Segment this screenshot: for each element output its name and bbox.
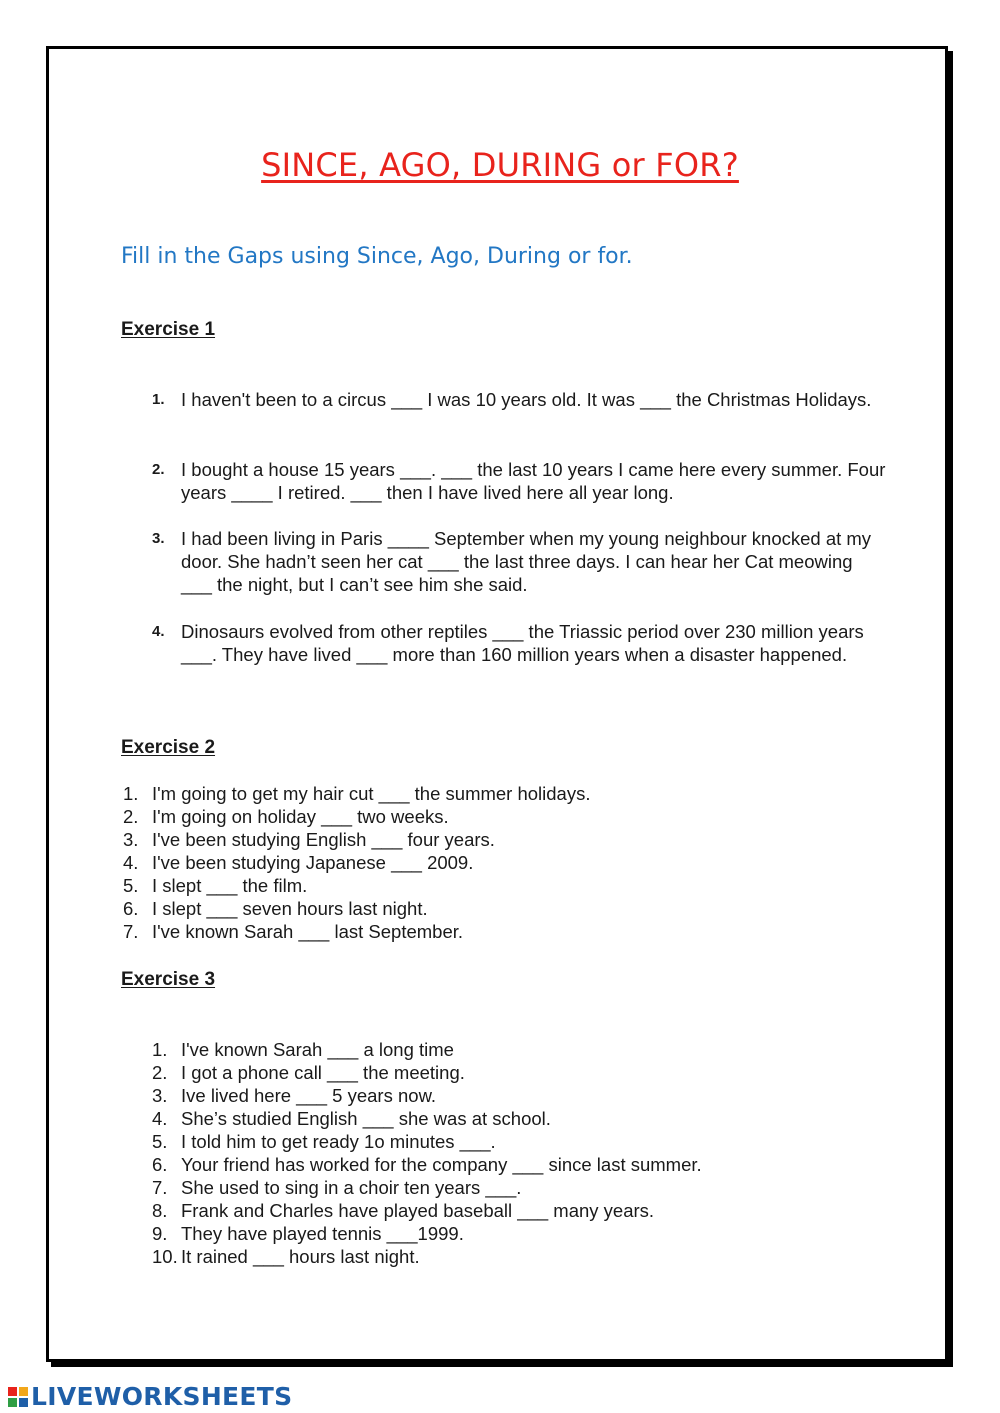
exercise-2-item bbox=[123, 920, 463, 943]
worksheet-title: SINCE, AGO, DURING or FOR? bbox=[261, 146, 739, 184]
item-number: 1. bbox=[152, 1039, 168, 1060]
item-number: 4. bbox=[123, 852, 139, 873]
item-text: Ive lived here ___ 5 years now. bbox=[181, 1085, 437, 1106]
item-text: Frank and Charles have played baseball ___ many years. bbox=[181, 1200, 655, 1221]
exercise-3-item bbox=[152, 1199, 654, 1222]
item-number: 7. bbox=[123, 921, 139, 942]
item-number: 2. bbox=[152, 1062, 168, 1083]
item-text: I haven't been to a circus ___ I was 10 years old. It was ___ the Christmas Holidays. bbox=[181, 389, 872, 410]
item-text: They have played tennis ___1999. bbox=[181, 1223, 464, 1244]
item-text: Your friend has worked for the company ___ since last summer. bbox=[181, 1154, 702, 1175]
item-text: She used to sing in a choir ten years ___. bbox=[181, 1177, 522, 1198]
item-text: I told him to get ready 1o minutes ___. bbox=[181, 1131, 496, 1152]
exercise-3-heading: Exercise 3 bbox=[121, 969, 216, 990]
item-text: I had been living in Paris ____ September when my young neighbour knocked at my door. She hadn’t seen her cat ___ the last three days. I can hear her Cat meowing ___ the night, but I can’t see him she said. bbox=[181, 528, 872, 595]
item-text: She’s studied English ___ she was at school. bbox=[181, 1108, 551, 1129]
exercise-3-item bbox=[152, 1061, 465, 1084]
item-number: 1. bbox=[123, 783, 139, 804]
item-number: 5. bbox=[152, 1131, 168, 1152]
exercise-2-item bbox=[123, 805, 449, 828]
item-number: 3. bbox=[152, 530, 165, 547]
item-text: I've been studying English ___ four years. bbox=[152, 829, 495, 850]
exercise-3-item bbox=[152, 1176, 521, 1199]
item-number: 6. bbox=[123, 898, 139, 919]
exercise-3-item bbox=[152, 1107, 551, 1130]
item-number: 5. bbox=[123, 875, 139, 896]
item-number: 10. bbox=[152, 1246, 178, 1267]
exercise-2-item bbox=[123, 874, 307, 897]
item-number: 1. bbox=[152, 391, 165, 408]
exercise-3-item bbox=[152, 1130, 496, 1153]
item-text: I'm going to get my hair cut ___ the summer holidays. bbox=[152, 783, 591, 804]
exercise-1-item bbox=[152, 527, 887, 596]
exercise-1-item bbox=[152, 388, 887, 411]
liveworksheets-watermark bbox=[8, 1382, 292, 1411]
exercise-2-item bbox=[123, 851, 473, 874]
liveworksheets-logo-icon bbox=[8, 1387, 28, 1407]
exercise-1-heading: Exercise 1 bbox=[121, 319, 216, 340]
item-text: I'm going on holiday ___ two weeks. bbox=[152, 806, 449, 827]
item-number: 9. bbox=[152, 1223, 168, 1244]
exercise-2-item bbox=[123, 828, 495, 851]
item-number: 3. bbox=[152, 1085, 168, 1106]
item-text: It rained ___ hours last night. bbox=[181, 1246, 420, 1267]
exercise-3-item bbox=[152, 1245, 420, 1268]
item-number: 7. bbox=[152, 1177, 168, 1198]
item-number: 6. bbox=[152, 1154, 168, 1175]
watermark-text: LIVEWORKSHEETS bbox=[31, 1382, 293, 1411]
exercise-3-item bbox=[152, 1038, 454, 1061]
exercise-3-item bbox=[152, 1153, 702, 1176]
item-text: I've been studying Japanese ___ 2009. bbox=[152, 852, 474, 873]
item-text: I've known Sarah ___ last September. bbox=[152, 921, 464, 942]
item-text: I slept ___ seven hours last night. bbox=[152, 898, 428, 919]
item-number: 4. bbox=[152, 623, 165, 640]
exercise-3-item bbox=[152, 1084, 436, 1107]
item-text: I slept ___ the film. bbox=[152, 875, 308, 896]
item-number: 2. bbox=[123, 806, 139, 827]
item-number: 8. bbox=[152, 1200, 168, 1221]
exercise-1-item bbox=[152, 620, 887, 666]
exercise-2-item bbox=[123, 897, 428, 920]
exercise-3-item bbox=[152, 1222, 464, 1245]
exercise-2-item bbox=[123, 782, 591, 805]
item-text: I got a phone call ___ the meeting. bbox=[181, 1062, 465, 1083]
item-text: I've known Sarah ___ a long time bbox=[181, 1039, 454, 1060]
item-text: I bought a house 15 years ___. ___ the last 10 years I came here every summer. Four years ____ I retired. ___ then I have lived here all year long. bbox=[181, 459, 886, 503]
item-number: 3. bbox=[123, 829, 139, 850]
item-number: 2. bbox=[152, 461, 165, 478]
instructions: Fill in the Gaps using Since, Ago, During or for. bbox=[121, 244, 633, 269]
item-number: 4. bbox=[152, 1108, 168, 1129]
exercise-1-item bbox=[152, 458, 887, 504]
item-text: Dinosaurs evolved from other reptiles ___ the Triassic period over 230 million years ___. They have lived ___ more than 160 million years when a disaster happened. bbox=[181, 621, 864, 665]
exercise-2-heading: Exercise 2 bbox=[121, 737, 216, 758]
